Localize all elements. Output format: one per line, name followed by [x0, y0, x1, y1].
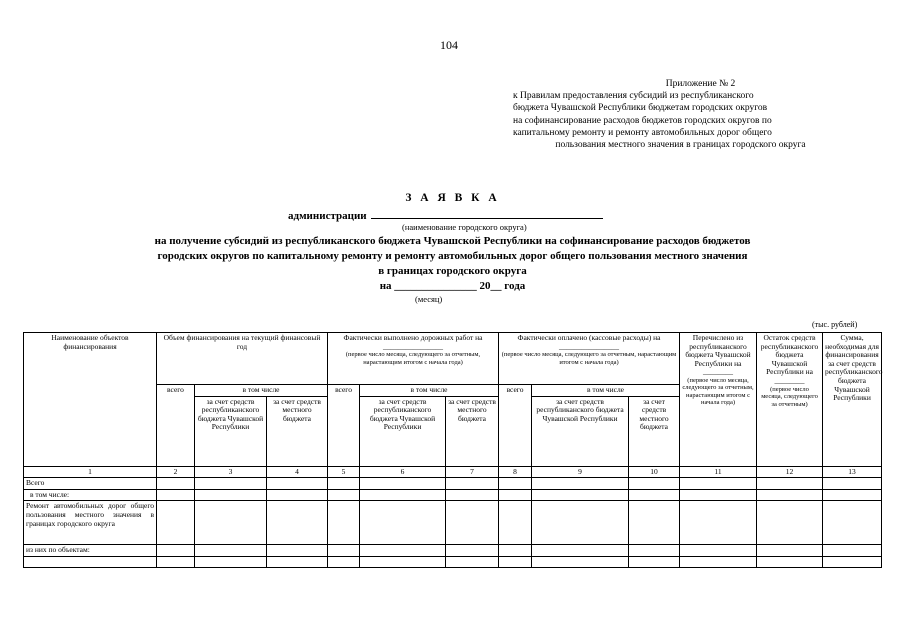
column-number: 10	[629, 466, 680, 478]
header-actual-paid-note: (первое число месяца, следующего за отчетным, нарастающим итогом с начала года)	[501, 351, 677, 366]
column-number: 8	[499, 466, 532, 478]
header-local-budget: за счет средств местного бюджета	[446, 396, 499, 466]
column-number: 13	[823, 466, 882, 478]
column-number: 9	[532, 466, 629, 478]
column-number: 3	[195, 466, 267, 478]
application-table	[23, 332, 882, 568]
table-row	[24, 478, 882, 490]
header-actual-paid-title: Фактически оплачено (кассовые расходы) на ________________	[517, 333, 661, 351]
units-label: (тыс. рублей)	[812, 320, 858, 329]
column-number: 6	[360, 466, 446, 478]
administration-hint: (наименование городского округа)	[402, 222, 527, 232]
appendix-line: к Правилам предоставления субсидий из республиканского	[513, 91, 754, 102]
form-title: З А Я В К А	[405, 192, 500, 204]
page-number: 104	[440, 38, 458, 52]
header-total: всего	[499, 385, 532, 467]
header-remainder-title: Остаток средств республиканского бюджета Чувашской Республики на ________	[760, 333, 819, 385]
header-actual-paid	[499, 333, 680, 385]
row-label: из них по объектам:	[24, 545, 157, 557]
row-label: в том числе:	[24, 489, 157, 501]
appendix-line: на софинансирование расходов бюджетов городских округов по	[513, 115, 772, 126]
header-total: всего	[157, 385, 195, 467]
column-number: 1	[24, 466, 157, 478]
header-remainder	[757, 333, 823, 467]
header-actual-done-title: Фактически выполнено дорожных работ на ________________	[343, 333, 483, 351]
heading-line: на получение субсидий из республиканского бюджета Чувашской Республики на софинансирование расходов бюджетов	[154, 235, 751, 247]
column-number: 12	[757, 466, 823, 478]
header-remainder-note: (первое число месяца, следующего за отчетным)	[761, 385, 818, 408]
table-row	[24, 489, 882, 501]
header-rep-budget: за счет средств республиканского бюджета Чувашской Республики	[532, 396, 629, 466]
appendix-line: пользования местного значения в границах городского округа	[555, 140, 806, 151]
heading-line: городских округов по капитальному ремонту и ремонту автомобильных дорог общего пользования местного значения	[157, 250, 748, 262]
month-hint: (месяц)	[415, 294, 443, 304]
header-transferred-title: Перечислено из республиканского бюджета Чувашской Республики на ________	[685, 333, 751, 377]
administration-label: администрации	[288, 210, 367, 222]
table-row	[24, 545, 882, 557]
column-number: 11	[680, 466, 757, 478]
header-name: Наименование объектов финансирования	[24, 333, 157, 467]
appendix-block	[513, 78, 848, 151]
header-volume: Объем финансирования на текущий финансовый год	[157, 333, 328, 385]
row-label: Всего	[24, 478, 157, 490]
heading-line: в границах городского округа	[378, 265, 527, 277]
appendix-line: капитальному ремонту и ремонту автомобильных дорог общего	[513, 127, 772, 138]
column-number: 7	[446, 466, 499, 478]
date-line: на _______________ 20__ года	[379, 280, 526, 292]
table-row	[24, 501, 882, 545]
column-number: 4	[267, 466, 328, 478]
administration-line	[288, 208, 603, 222]
header-transferred-note: (первое число месяца, следующего за отчетным, нарастающим итогом с начала года)	[682, 376, 754, 407]
header-actual-done	[328, 333, 499, 385]
header-total: всего	[328, 385, 360, 467]
appendix-line: бюджета Чувашской Республики бюджетам городских округов	[513, 103, 768, 114]
header-including: в том числе	[195, 385, 328, 397]
header-including: в том числе	[532, 385, 680, 397]
row-label: Ремонт автомобильных дорог общего пользования местного значения в границах городского округа	[24, 501, 157, 545]
header-rep-budget: за счет средств республиканского бюджета Чувашской Республики	[195, 396, 267, 466]
header-actual-done-note: (первое число месяца, следующего за отчетным, нарастающим итогом с начала года)	[345, 351, 481, 366]
header-transferred	[680, 333, 757, 467]
header-needed: Сумма, необходимая для финансирования за счет средств республиканского бюджета Чувашской Республики	[823, 333, 882, 467]
appendix-title: Приложение № 2	[665, 79, 736, 89]
administration-blank	[371, 208, 603, 219]
header-local-budget: за счет средств местного бюджета	[267, 396, 328, 466]
column-number: 2	[157, 466, 195, 478]
row-label	[24, 556, 157, 567]
table-row	[24, 556, 882, 567]
header-rep-budget: за счет средств республиканского бюджета Чувашской Республики	[360, 396, 446, 466]
header-local-budget: за счет средств местного бюджета	[629, 396, 680, 466]
header-including: в том числе	[360, 385, 499, 397]
column-number: 5	[328, 466, 360, 478]
